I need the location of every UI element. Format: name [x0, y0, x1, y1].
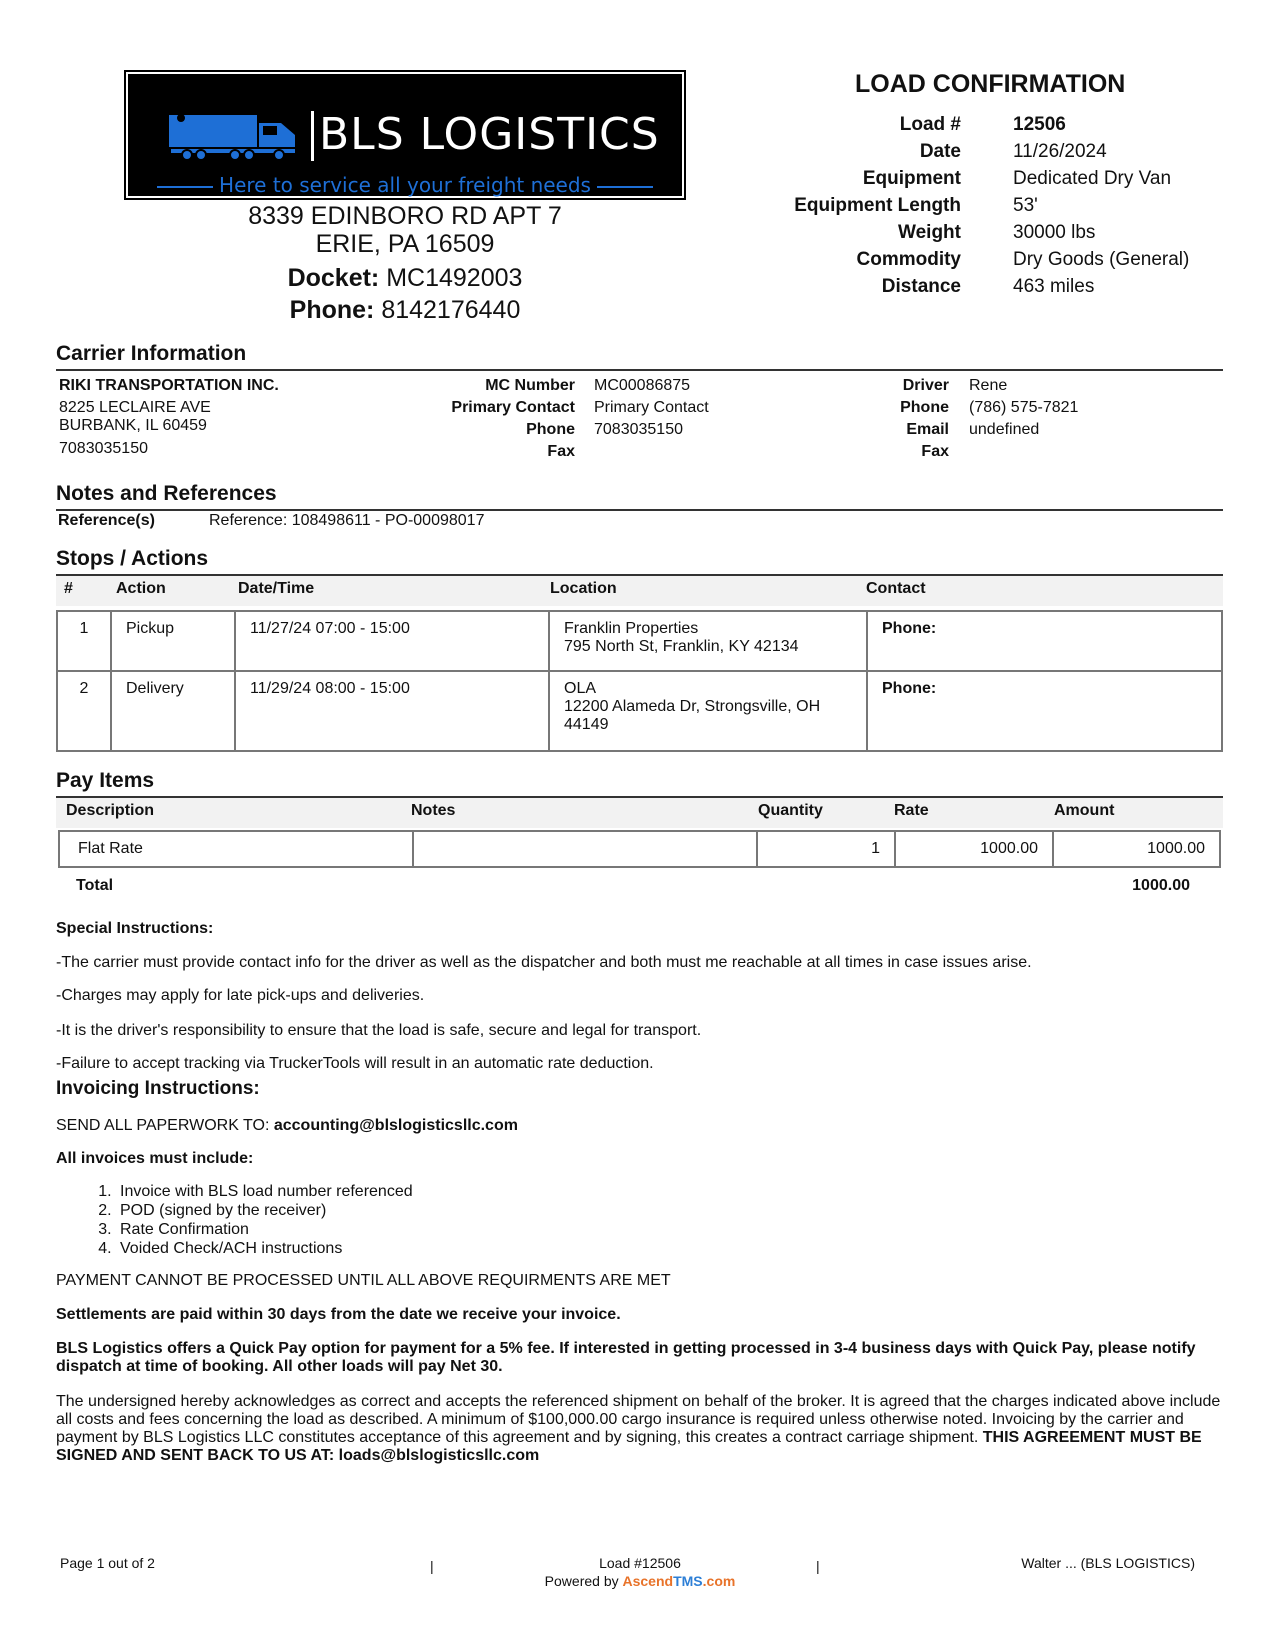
stops-header-num: # [64, 580, 73, 597]
load-detail-label: Commodity [856, 249, 961, 270]
requirement-item: 4. Voided Check/ACH instructions [116, 1239, 413, 1258]
driver-field-value: (786) 575-7821 [969, 399, 1079, 416]
load-detail-label: Load # [899, 114, 961, 135]
invoicing-title: Invoicing Instructions: [56, 1078, 260, 1099]
stops-header-datetime: Date/Time [238, 580, 315, 597]
logo-divider [311, 111, 314, 161]
invoicing-send-prefix: SEND ALL PAPERWORK TO: [56, 1117, 274, 1134]
load-detail-label: Equipment [862, 168, 961, 189]
phone-value: 8142176440 [381, 296, 521, 324]
stop-number: 2 [57, 671, 111, 751]
company-address-line1: 8339 EDINBORO RD APT 7 [248, 202, 562, 230]
com-brand: .com [702, 1573, 736, 1589]
powered-by-label: Powered by [544, 1573, 623, 1589]
special-instruction: -Charges may apply for late pick-ups and deliveries. [56, 987, 425, 1004]
pay-header-notes: Notes [411, 802, 456, 819]
quick-pay-note: BLS Logistics offers a Quick Pay option for payment for a 5% fee. If interested in getting processed in 3-4 business days with Quick Pay, please notify dispatch at time of booking. All other loads will pay Net 30. [56, 1340, 1196, 1375]
pay-section-title: Pay Items [56, 769, 155, 792]
stops-section-title: Stops / Actions [56, 547, 209, 570]
pay-header-description: Description [66, 802, 155, 819]
tms-brand: TMS [673, 1573, 703, 1589]
company-docket [180, 264, 630, 293]
truck-icon [169, 113, 309, 163]
carrier-field-label: Phone [526, 421, 575, 438]
load-detail-value: 12506 [1013, 114, 1066, 135]
pay-total-value: 1000.00 [1132, 877, 1190, 894]
requirement-item: 2. POD (signed by the receiver) [116, 1201, 413, 1220]
load-detail-row [760, 114, 1275, 141]
driver-field-label: Phone [900, 399, 949, 416]
footer-separator: | [816, 1558, 820, 1574]
load-detail-value: 53' [1013, 195, 1038, 216]
carrier-field-label: MC Number [485, 377, 575, 394]
stops-table [56, 610, 1223, 752]
stops-header-location: Location [550, 580, 617, 597]
load-confirmation-title: LOAD CONFIRMATION [855, 70, 1126, 98]
agreement-text [56, 1393, 1221, 1465]
carrier-section-title: Carrier Information [56, 342, 247, 365]
load-detail-row [760, 168, 1275, 195]
logo-tagline [131, 173, 679, 197]
stop-datetime: 11/29/24 08:00 - 15:00 [235, 671, 549, 751]
special-instructions-title: Special Instructions: [56, 920, 214, 937]
agreement-body: The undersigned hereby acknowledges as correct and accepts the referenced shipment on behalf of the broker. It is agreed that the charges indicated above include all costs and fees concerning the load as described. A minimum of $100,000.00 cargo insurance is required unless otherwise noted. Invoicing by the carrier and payment by BLS Logistics LLC constitutes acceptance of this agreement and by signing, this creates a contract carriage shipment. [56, 1393, 1221, 1446]
stop-contact: Phone: [867, 611, 1222, 671]
settlements-note: Settlements are paid within 30 days from the date we receive your invoice. [56, 1306, 621, 1323]
load-detail-value: 30000 lbs [1013, 222, 1096, 243]
payment-note: PAYMENT CANNOT BE PROCESSED UNTIL ALL ABOVE REQUIRMENTS ARE MET [56, 1272, 671, 1289]
carrier-name: RIKI TRANSPORTATION INC. [59, 377, 279, 394]
load-detail-label: Equipment Length [794, 195, 961, 216]
special-instruction: -It is the driver's responsibility to ensure that the load is safe, secure and legal for transport. [56, 1022, 702, 1039]
pay-amount: 1000.00 [1053, 831, 1220, 867]
pay-header-amount: Amount [1054, 802, 1115, 819]
company-phone [180, 296, 630, 325]
invoicing-email-link[interactable]: accounting@blslogisticsllc.com [273, 1117, 518, 1134]
special-instruction: -Failure to accept tracking via TruckerTools will result in an automatic rate deduction. [56, 1055, 654, 1072]
carrier-phone: 7083035150 [59, 440, 148, 457]
stop-datetime: 11/27/24 07:00 - 15:00 [235, 611, 549, 671]
docket-value: MC1492003 [386, 264, 523, 292]
docket-label: Docket: [287, 264, 380, 292]
phone-label: Phone: [289, 296, 375, 324]
stop-location [549, 611, 867, 671]
pay-rate: 1000.00 [895, 831, 1053, 867]
company-address-line2: ERIE, PA 16509 [315, 230, 495, 258]
stops-header-action: Action [116, 580, 166, 597]
driver-field-value: undefined [969, 421, 1040, 438]
stop-action: Pickup [111, 611, 235, 671]
pay-table [58, 830, 1221, 868]
pay-header-rate: Rate [894, 802, 929, 819]
agreement-signature-notice: THIS AGREEMENT MUST BE SIGNED AND SENT BACK TO US AT: loads@blslogisticsllc.com [56, 1429, 1202, 1464]
invoicing-must-include: All invoices must include: [56, 1150, 254, 1167]
load-detail-value: Dedicated Dry Van [1013, 168, 1172, 189]
footer-powered-by [510, 1573, 770, 1589]
footer-load-number: Load #12506 [599, 1555, 681, 1571]
load-detail-row [760, 195, 1275, 222]
carrier-address1: 8225 LECLAIRE AVE [59, 399, 211, 416]
load-detail-row [760, 249, 1275, 276]
pay-description: Flat Rate [59, 831, 413, 867]
notes-section-title: Notes and References [56, 482, 277, 505]
driver-field-label: Fax [921, 443, 949, 460]
notes-divider [56, 509, 1223, 511]
stops-header-contact: Contact [866, 580, 926, 597]
stop-number: 1 [57, 611, 111, 671]
load-detail-row [760, 141, 1275, 168]
load-detail-value: 463 miles [1013, 276, 1095, 297]
logo-company-name: BLS LOGISTICS [319, 109, 660, 160]
pay-quantity: 1 [757, 831, 895, 867]
driver-field-value: Rene [969, 377, 1008, 394]
carrier-field-value: 7083035150 [594, 421, 683, 438]
stop-location-zip: 44149 [564, 716, 609, 733]
stop-row [57, 611, 1222, 671]
footer-user: Walter ... (BLS LOGISTICS) [1021, 1555, 1195, 1571]
invoicing-requirements [86, 1182, 413, 1258]
invoicing-send [56, 1117, 518, 1135]
carrier-field-value: Primary Contact [594, 399, 709, 416]
pay-row [59, 831, 1220, 867]
reference-label: Reference(s) [58, 512, 155, 529]
special-instruction: -The carrier must provide contact info for the driver as well as the dispatcher and both must me reachable at all times in case issues arise. [56, 954, 1032, 971]
pay-header-bar [56, 798, 1223, 828]
load-detail-row [760, 276, 1275, 303]
requirement-item: 3. Rate Confirmation [116, 1220, 413, 1239]
requirement-item: 1. Invoice with BLS load number referenced [116, 1182, 413, 1201]
stops-header-bar [56, 576, 1223, 606]
footer-separator: | [430, 1558, 434, 1574]
carrier-divider [56, 369, 1223, 371]
carrier-field-label: Fax [547, 443, 575, 460]
stop-location-name: Franklin Properties [564, 620, 699, 637]
stop-row [57, 671, 1222, 751]
load-detail-label: Distance [881, 276, 961, 297]
reference-value: Reference: 108498611 - PO-00098017 [209, 512, 485, 529]
pay-notes [413, 831, 757, 867]
load-detail-value: 11/26/2024 [1013, 141, 1107, 162]
load-detail-value: Dry Goods (General) [1013, 249, 1190, 270]
stop-action: Delivery [111, 671, 235, 751]
load-detail-row [760, 222, 1275, 249]
pay-total-label: Total [76, 877, 114, 894]
stop-contact: Phone: [867, 671, 1222, 751]
stop-location [549, 671, 867, 751]
ascend-brand: Ascend [622, 1573, 674, 1589]
stop-location-address: 12200 Alameda Dr, Strongsville, OH [564, 698, 821, 715]
driver-field-label: Driver [902, 377, 949, 394]
logo-tagline-text: Here to service all your freight needs [219, 173, 591, 197]
company-logo [128, 74, 682, 196]
stop-location-name: OLA [564, 680, 597, 697]
load-detail-label: Date [919, 141, 961, 162]
carrier-field-label: Primary Contact [451, 399, 575, 416]
pay-header-quantity: Quantity [758, 802, 823, 819]
driver-field-label: Email [906, 421, 949, 438]
load-detail-label: Weight [898, 222, 961, 243]
stop-location-address: 795 North St, Franklin, KY 42134 [564, 638, 799, 655]
carrier-field-value: MC00086875 [594, 377, 691, 394]
carrier-address2: BURBANK, IL 60459 [59, 417, 207, 434]
footer-page-number: Page 1 out of 2 [60, 1555, 155, 1571]
